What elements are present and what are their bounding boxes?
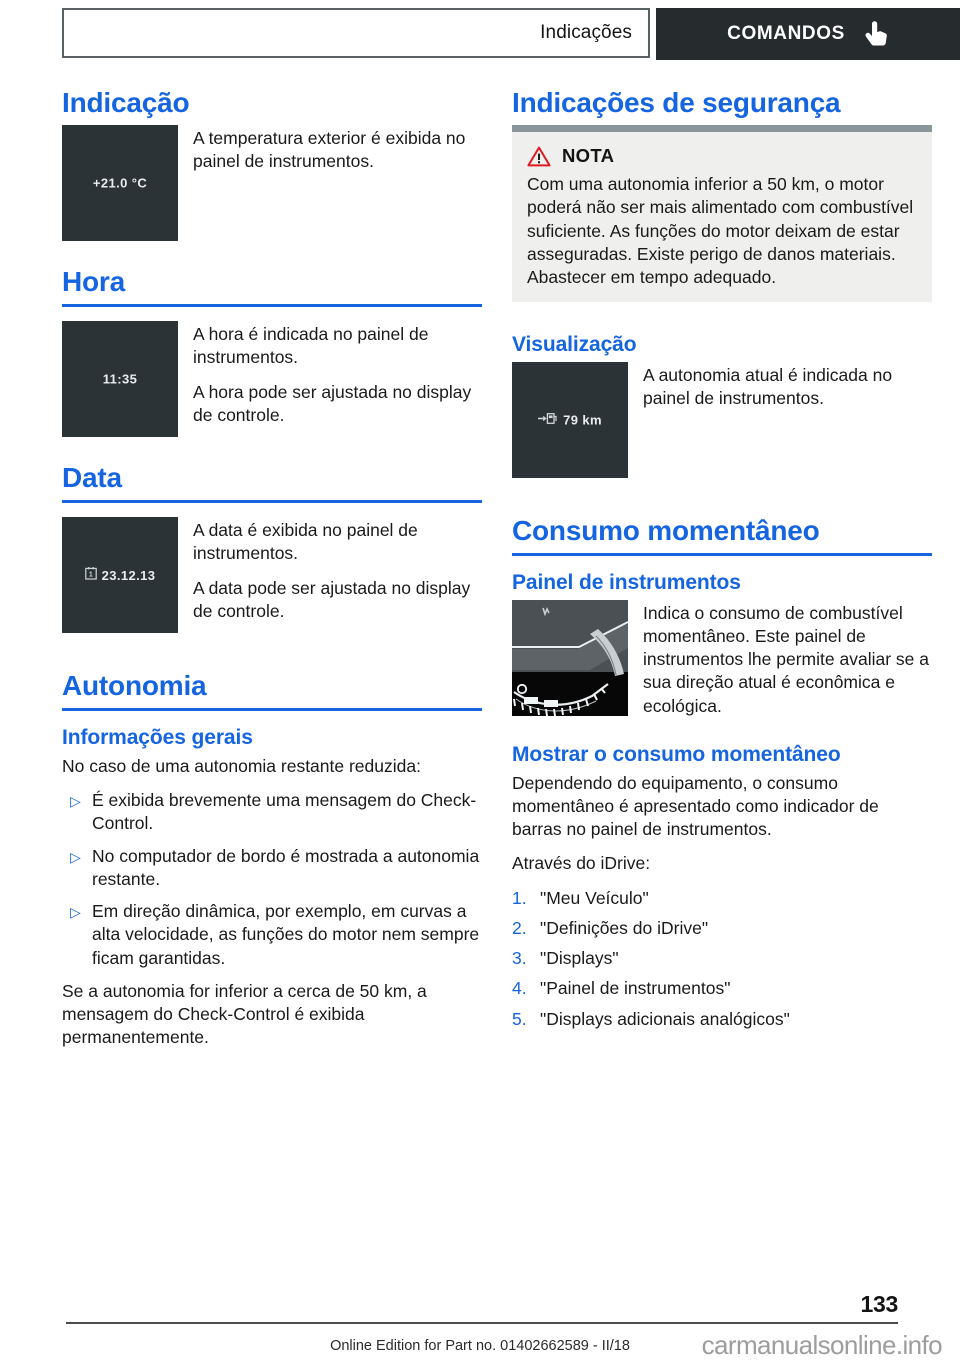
heading-rule xyxy=(512,553,932,556)
pointing-hand-icon xyxy=(863,19,889,49)
tab-indicacoes-label: Indicações xyxy=(540,22,632,43)
heading-hora: Hora xyxy=(62,266,125,298)
bullet-list-autonomia xyxy=(62,789,482,970)
heading-rule xyxy=(62,708,482,711)
paragraph: A temperatura exterior é exibida no painel de instrumentos. xyxy=(193,128,466,172)
heading-autonomia: Autonomia xyxy=(62,670,207,702)
figure-caption-temperature xyxy=(193,125,482,174)
heading-mostrar-consumo: Mostrar o consumo momentâneo xyxy=(512,742,841,766)
list-item-text: "Displays" xyxy=(540,948,619,969)
paragraph-intro: No caso de uma autonomia restante reduzida: xyxy=(62,755,421,776)
edition-note: Online Edition for Part no. 01402662589 - II/18 xyxy=(330,1338,630,1354)
section-hora xyxy=(62,265,482,437)
calendar-icon xyxy=(85,567,97,583)
figure-block-date xyxy=(62,517,482,633)
paragraph: A data pode ser ajustada no display de controle. xyxy=(193,577,471,621)
cluster-screenshot-clock xyxy=(62,321,178,437)
warning-triangle-icon xyxy=(527,146,551,167)
section-indicacoes-seguranca xyxy=(512,86,932,302)
figure-block-range xyxy=(512,362,932,478)
list-item xyxy=(62,789,482,836)
footer-rule xyxy=(66,1322,898,1324)
paragraph: A hora é indicada no painel de instrumentos. xyxy=(193,324,429,368)
right-column xyxy=(512,86,932,1038)
temperature-value: +21.0 °C xyxy=(92,175,148,191)
figure-block-clock xyxy=(62,321,482,437)
section-visualizacao xyxy=(512,332,932,478)
triangle-bullet-icon: ▷ xyxy=(70,793,81,809)
list-item xyxy=(512,947,932,970)
section-autonomia xyxy=(62,669,482,1050)
figure-block-gauge xyxy=(512,600,932,718)
list-item-number: 4. xyxy=(512,978,527,999)
heading-data: Data xyxy=(62,462,122,494)
spacer xyxy=(512,488,932,514)
clock-value: 11:35 xyxy=(102,371,138,387)
heading-rule xyxy=(62,500,482,503)
list-item-text: "Meu Veículo" xyxy=(540,887,649,908)
section-indicacao xyxy=(62,86,482,241)
paragraph: A autonomia atual é indicada no painel de instrumentos. xyxy=(643,364,893,409)
list-item-text: É exibida brevemente uma mensagem do Check-Control. xyxy=(92,790,477,834)
page-number: 133 xyxy=(860,1291,898,1317)
left-column xyxy=(62,86,482,1050)
figure-caption-clock xyxy=(193,321,482,427)
list-item-text: "Displays adicionais analógicos" xyxy=(540,1008,790,1029)
fuel-pump-arrow-icon xyxy=(538,411,558,428)
list-item-text: No computador de bordo é mostrada a autonomia restante. xyxy=(92,845,480,889)
heading-painel-de-instrumentos: Painel de instrumentos xyxy=(512,571,741,594)
list-item xyxy=(62,900,482,970)
paragraph: Indica o consumo de combustível momentâneo. Este painel de instrumentos lhe permite avaliar se a sua direção atual é econômica e ecológica. xyxy=(643,602,929,716)
paragraph: Através do iDrive: xyxy=(512,853,651,874)
spacer xyxy=(62,643,482,669)
heading-informacoes-gerais: Informações gerais xyxy=(62,726,253,750)
spacer xyxy=(512,318,932,332)
heading-indicacao: Indicação xyxy=(62,87,190,118)
list-item xyxy=(62,845,482,892)
section-consumo-momentaneo xyxy=(512,514,932,1031)
figure-caption-date xyxy=(193,517,482,623)
list-item xyxy=(512,1008,932,1031)
page-header xyxy=(0,0,960,72)
triangle-bullet-icon: ▷ xyxy=(70,848,81,865)
list-item-number: 5. xyxy=(512,1008,527,1029)
figure-block-temperature xyxy=(62,125,482,241)
range-value: 79 km xyxy=(563,412,602,428)
date-value: 23.12.13 xyxy=(101,567,156,583)
list-item-text: "Definições do iDrive" xyxy=(540,917,709,938)
paragraph-closing: Se a autonomia for inferior a cerca de 50 km, a mensagem do Check-Control é exibida permanentemente. xyxy=(62,980,427,1048)
tab-indicacoes[interactable] xyxy=(62,8,650,58)
paragraph: Dependendo do equipamento, o consumo momentâneo é apresentado como indicador de barras no painel de instrumentos. xyxy=(512,772,879,840)
spacer xyxy=(62,447,482,461)
list-item-text: "Painel de instrumentos" xyxy=(540,978,731,999)
cluster-screenshot-temperature xyxy=(62,125,178,241)
paragraph: A data é exibida no painel de instrumentos. xyxy=(193,520,418,564)
figure-caption-range xyxy=(643,362,932,411)
notice-top-bar xyxy=(512,125,932,132)
list-item xyxy=(512,977,932,1000)
list-item xyxy=(512,917,932,940)
cluster-screenshot-date xyxy=(62,517,178,633)
heading-visualizacao: Visualização xyxy=(512,333,637,357)
paragraph: A hora pode ser ajustada no display de controle. xyxy=(193,381,472,425)
heading-rule xyxy=(62,304,482,307)
triangle-bullet-icon: ▷ xyxy=(70,904,81,921)
section-data xyxy=(62,461,482,633)
svg-text:1: 1 xyxy=(88,571,93,579)
tab-comandos-label: COMANDOS xyxy=(727,23,845,44)
notice-box-nota xyxy=(512,125,932,302)
notice-text: Com uma autonomia inferior a 50 km, o motor poderá não ser mais alimentado com combustível suficiente. As funções do motor deixam de estar asseguradas. Existe perigo de danos materiais. Abastecer em tempo adequado. xyxy=(527,174,914,288)
notice-header xyxy=(512,132,932,173)
list-item-number: 3. xyxy=(512,948,527,969)
list-item xyxy=(512,887,932,910)
list-item-number: 1. xyxy=(512,887,527,908)
analog-gauge-photo xyxy=(512,600,628,716)
numbered-list-idrive-steps xyxy=(512,887,932,1031)
heading-indicacoes-seguranca: Indicações de segurança xyxy=(512,87,841,118)
page-footer xyxy=(0,1270,960,1362)
notice-label: NOTA xyxy=(562,145,615,167)
heading-consumo-momentaneo: Consumo momentâneo xyxy=(512,514,820,546)
list-item-text: Em direção dinâmica, por exemplo, em curvas a alta velocidade, as funções do motor nem sempre ficam garantidas. xyxy=(92,901,480,968)
figure-caption-gauge xyxy=(643,600,932,718)
tab-comandos[interactable] xyxy=(656,8,960,60)
spacer xyxy=(62,251,482,265)
list-item-number: 2. xyxy=(512,917,527,938)
cluster-screenshot-range xyxy=(512,362,628,478)
watermark: carmanualsonline.info xyxy=(701,1330,942,1360)
spacer xyxy=(512,728,932,742)
